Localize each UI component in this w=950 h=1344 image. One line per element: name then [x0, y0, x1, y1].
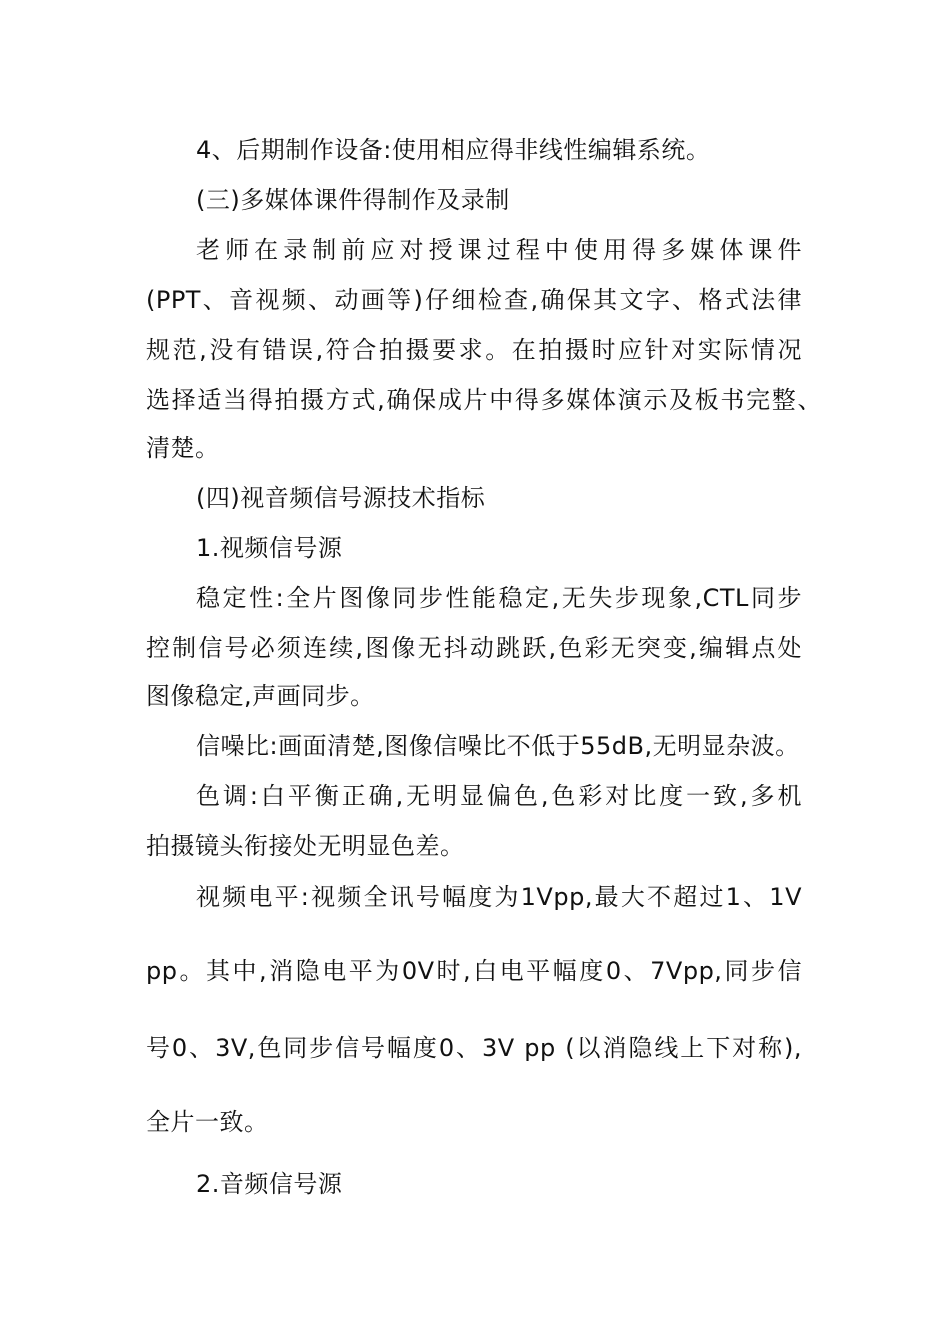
section-heading-4: (四)视音频信号源技术指标 [196, 484, 486, 512]
paragraph-line: 控制信号必须连续,图像无抖动跳跃,色彩无突变,编辑点处 [146, 634, 802, 662]
paragraph-line: 全片一致。 [146, 1108, 269, 1136]
paragraph-line: 稳定性:全片图像同步性能稳定,无失步现象,CTL同步 [196, 584, 802, 612]
paragraph-line: pp。其中,消隐电平为0V时,白电平幅度0、7Vpp,同步信 [146, 957, 802, 985]
equipment-item-4: 4、后期制作设备:使用相应得非线性编辑系统。 [196, 136, 711, 164]
subheading-video-source: 1.视频信号源 [196, 534, 343, 562]
subheading-audio-source: 2.音频信号源 [196, 1170, 343, 1198]
paragraph-line: 视频电平:视频全讯号幅度为1Vpp,最大不超过1、1V [196, 883, 802, 911]
paragraph-line: 拍摄镜头衔接处无明显色差。 [146, 832, 465, 860]
paragraph-line: 色调:白平衡正确,无明显偏色,色彩对比度一致,多机 [196, 782, 802, 810]
paragraph-line: 信噪比:画面清楚,图像信噪比不低于55dB,无明显杂波。 [196, 732, 800, 760]
paragraph-line: 图像稳定,声画同步。 [146, 682, 375, 710]
paragraph-line: 规范,没有错误,符合拍摄要求。在拍摄时应针对实际情况 [146, 336, 802, 364]
paragraph-line: 选择适当得拍摄方式,确保成片中得多媒体演示及板书完整、 [146, 386, 822, 414]
paragraph-line: (PPT、音视频、动画等)仔细检查,确保其文字、格式法律 [146, 286, 802, 314]
paragraph-line: 号0、3V,色同步信号幅度0、3V pp (以消隐线上下对称), [146, 1034, 802, 1062]
paragraph-line: 清楚。 [146, 434, 220, 462]
paragraph-line: 老师在录制前应对授课过程中使用得多媒体课件 [196, 236, 802, 264]
section-heading-3: (三)多媒体课件得制作及录制 [196, 186, 510, 214]
